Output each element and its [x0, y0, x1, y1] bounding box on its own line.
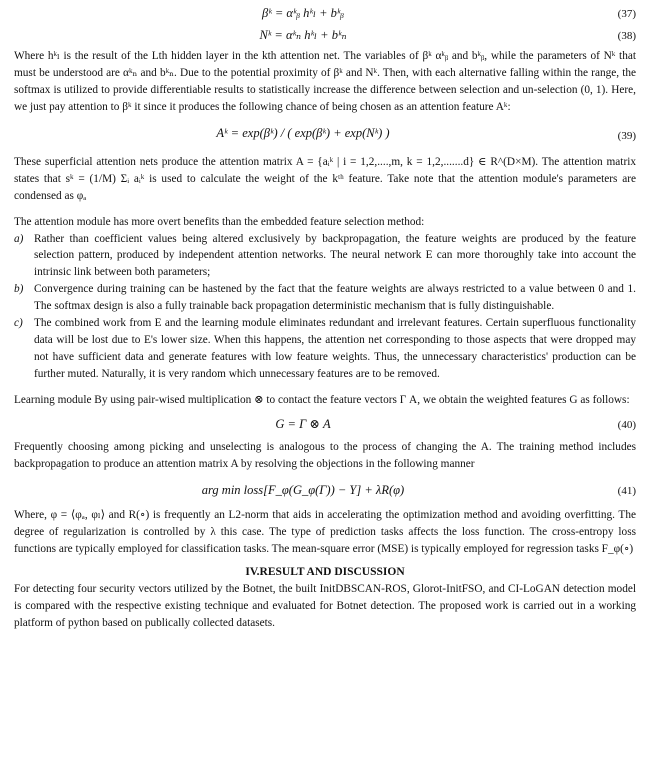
equation-41 — [14, 473, 636, 507]
paragraph-attention-matrix: These superficial attention nets produce the attention matrix A = {aᵢᵏ | i = 1,2,....,m, k = 1,2,.......d} ∈ R^(D×M). The attention matrix states that sᵏ = (1/M) Σᵢ aᵢᵏ is used to calculate the weight of the kᵗʰ feature. Take note that the attention module's parameters are condensed as φₐ — [14, 155, 636, 202]
equation-39 — [14, 116, 636, 154]
benefits-list — [14, 231, 636, 383]
equation-38-formula: Nᵏ = αᵏₙ hᵏₗ + bᵏₙ — [259, 28, 347, 42]
paragraph-regularization: Where, φ = ⟨φₐ, φₗ⟩ and R(∘) is frequently an L2-norm that aids in accelerating the optimization method and avoiding overfitting. The degree of regularization is controlled by λ this case. The type of prediction tasks affects the loss function. The cross-entropy loss functions are typically employed for classification tasks. The mean-square error (MSE) is typically employed for regression tasks F_φ(∘) — [14, 508, 636, 555]
equation-37-formula: βᵏ = αᵏᵦ hᵏₗ + bᵏᵦ — [262, 6, 344, 20]
list-item-text: Rather than coefficient values being altered exclusively by backpropagation, the feature weights are produced by the feature selection pattern, produced by independent attention networks. The neural network E can more thoroughly take into account the intrinsic link between both parameters; — [34, 232, 636, 279]
list-item-label: b) — [14, 283, 24, 296]
equation-38 — [14, 26, 636, 48]
equation-41-formula: arg min loss[F_φ(G_φ(Γ)) − Y] + λR(φ) — [201, 482, 405, 497]
list-item-label: a) — [14, 232, 24, 245]
paragraph-results-intro: For detecting four security vectors utilized by the Botnet, the built InitDBSCAN-ROS, Glorot-InitFSO, and CI-LoGAN detection model is compared with the respective existing technique and evaluated for Botnet detection. The proposed work is carried out in a working platform of python based on publically collected datasets. — [14, 582, 636, 629]
paragraph-attention-variables: Where hᵏₗ is the result of the Lth hidden layer in the kth attention net. The variables of βᵏ αᵏᵦ and bᵏᵦ, while the parameters of Nᵏ that must be understood are αᵏₙ and bᵏₙ. Due to the potential proximity of βᵏ and Nᵏ. Then, with each alternative falling within the range, the softmax is utilized to provide differentiable results to statistically increase the difference between selection and un-selection (0, 1). Here, we just pay attention to βᵏ it since it produces the following chance of being chosen as an attention feature Aᵏ: — [14, 50, 636, 113]
equation-37-number: (37) — [617, 8, 636, 20]
paper-page — [14, 4, 636, 632]
equation-39-number: (39) — [617, 129, 636, 142]
equation-40-number: (40) — [617, 418, 636, 431]
list-item-label: c) — [14, 317, 23, 330]
list-item-text: The combined work from E and the learning module eliminates redundant and irrelevant features. Certain superfluous functionality data will be lost due to E's lower size. When this happens, the attention net corresponding to those aspects that were dropped may not have sufficient data and generate features with low feature weights. Thus, the unnecessary characteristics' production can be further muted. Naturally, it is very random which unnecessary features are to be removed. — [34, 317, 636, 380]
paragraph-training-method: Frequently choosing among picking and unselecting is analogous to the process of changing the A. The training method includes backpropagation to produce an attention matrix A by resolving the objections in the following manner — [14, 440, 636, 470]
section-heading: IV.RESULT AND DISCUSSION — [245, 565, 405, 578]
equation-40 — [14, 409, 636, 439]
list-item-text: Convergence during training can be hastened by the fact that the feature weights are always restricted to a value between 0 and 1. The softmax design is also a fully trainable back propagation deterministic mechanism that is fully distinguishable. — [34, 283, 636, 313]
equation-41-number: (41) — [617, 484, 636, 497]
list-item — [14, 281, 636, 315]
paragraph-attention-benefits: The attention module has more overt benefits than the embedded feature selection method: — [14, 215, 425, 228]
list-item — [14, 231, 636, 282]
equation-40-formula: G = Γ ⊗ A — [275, 416, 331, 431]
equation-39-formula: Aᵏ = exp(βᵏ) / ( exp(βᵏ) + exp(Nᵏ) ) — [216, 125, 390, 140]
paragraph-learning-module: Learning module By using pair-wised multiplication ⊗ to contact the feature vectors Γ A, we obtain the weighted features G as follows: — [14, 393, 630, 406]
equation-37 — [14, 4, 636, 26]
list-item — [14, 315, 636, 383]
equation-38-number: (38) — [617, 30, 636, 42]
